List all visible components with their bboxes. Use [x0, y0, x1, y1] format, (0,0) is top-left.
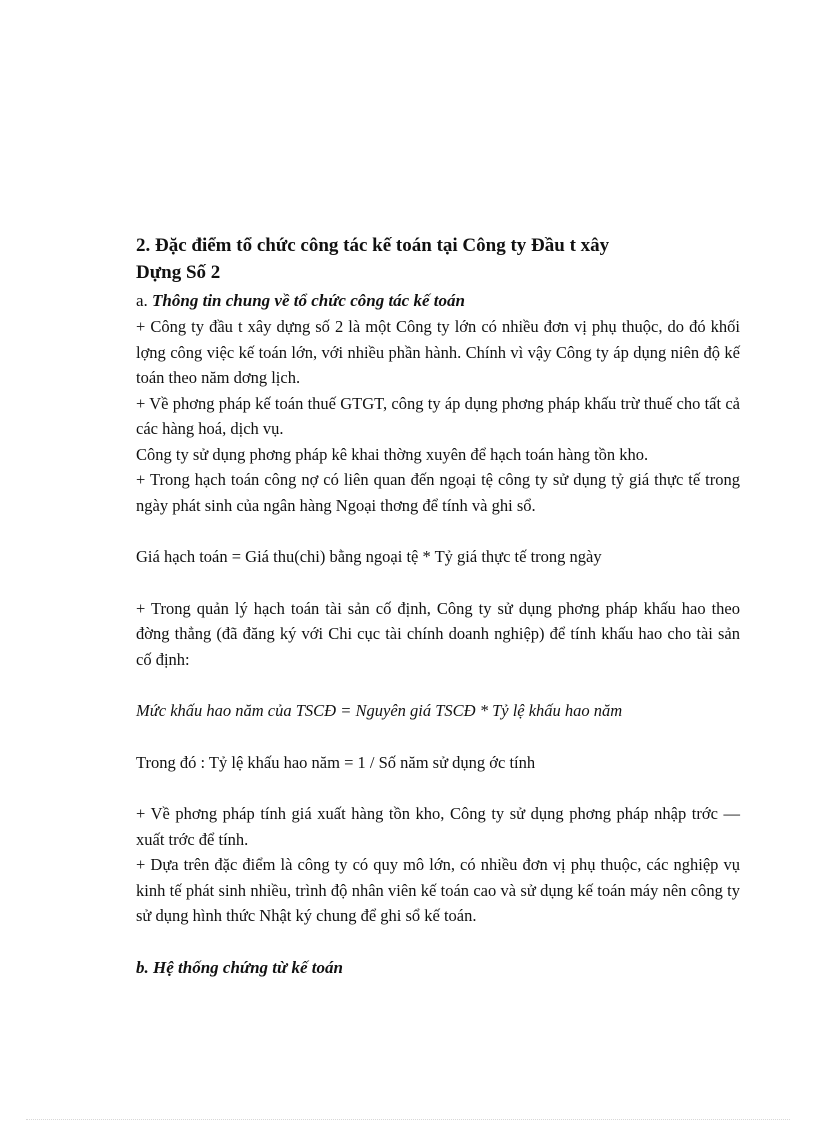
depreciation-rate-formula: Trong đó : Tỷ lệ khấu hao năm = 1 / Số năm sử dụng ớc tính — [136, 752, 536, 772]
paragraph-foreign-currency: + Trong hạch toán công nợ có liên quan đến ngoại tệ công ty sử dụng tỷ giá thực tế trong ngày phát sinh của ngân hàng Ngoại thơng để tính và ghi sổ. — [136, 470, 740, 515]
subsection-a-heading — [136, 288, 740, 314]
section-heading-line1: 2. Đặc điểm tổ chức công tác kế toán tại Công ty Đầu t xây — [136, 235, 610, 256]
paragraph-inventory-valuation: + Về phơng pháp tính giá xuất hàng tồn kho, Công ty sử dụng phơng pháp nhập trớc — xuất trớc để tính. — [136, 804, 740, 849]
paragraph-depreciation: + Trong quản lý hạch toán tài sản cố định, Công ty sử dụng phơng pháp khấu hao theo đờng thẳng (đã đăng ký với Chi cục tài chính doanh nghiệp) để tính khấu hao cho tài sản cố định: — [136, 598, 740, 669]
exchange-rate-formula: Giá hạch toán = Giá thu(chi) bằng ngoại tệ * Tỷ giá thực tế trong ngày — [136, 547, 602, 566]
document-body — [136, 232, 740, 981]
section-heading — [136, 232, 740, 286]
depreciation-formula: Mức khấu hao năm của TSCĐ = Nguyên giá TSCĐ * Tỷ lệ khấu hao năm — [136, 701, 623, 720]
paragraph-vat-method: + Về phơng pháp kế toán thuế GTGT, công ty áp dụng phơng pháp khấu trừ thuế cho tất cả các hàng hoá, dịch vụ. — [136, 393, 740, 438]
paragraph-ledger-form: + Dựa trên đặc điểm là công ty có quy mô lớn, có nhiều đơn vị phụ thuộc, các nghiệp vụ kinh tế phát sinh nhiều, trình độ nhân viên kế toán cao và sử dụng kế toán máy nên công ty sử dụng hình thức Nhật ký chung để ghi sổ kế toán. — [136, 855, 740, 925]
paragraph-fiscal-year: + Công ty đầu t xây dựng số 2 là một Công ty lớn có nhiều đơn vị phụ thuộc, do đó khối lợng công việc kế toán lớn, với nhiều phần hành. Chính vì vậy Công ty áp dụng niên độ kế toán theo năm dơng lịch. — [136, 317, 740, 387]
subsection-a-prefix: a. — [136, 291, 153, 310]
paragraph-inventory-method: Công ty sử dụng phơng pháp kê khai thờng xuyên để hạch toán hàng tồn kho. — [136, 444, 649, 464]
subsection-a-title: Thông tin chung về tổ chức công tác kế toán — [152, 291, 465, 310]
subsection-b-heading: b. Hệ thống chứng từ kế toán — [136, 957, 343, 977]
page-bottom-divider — [26, 1119, 790, 1120]
section-heading-line2: Dựng Số 2 — [136, 262, 221, 283]
